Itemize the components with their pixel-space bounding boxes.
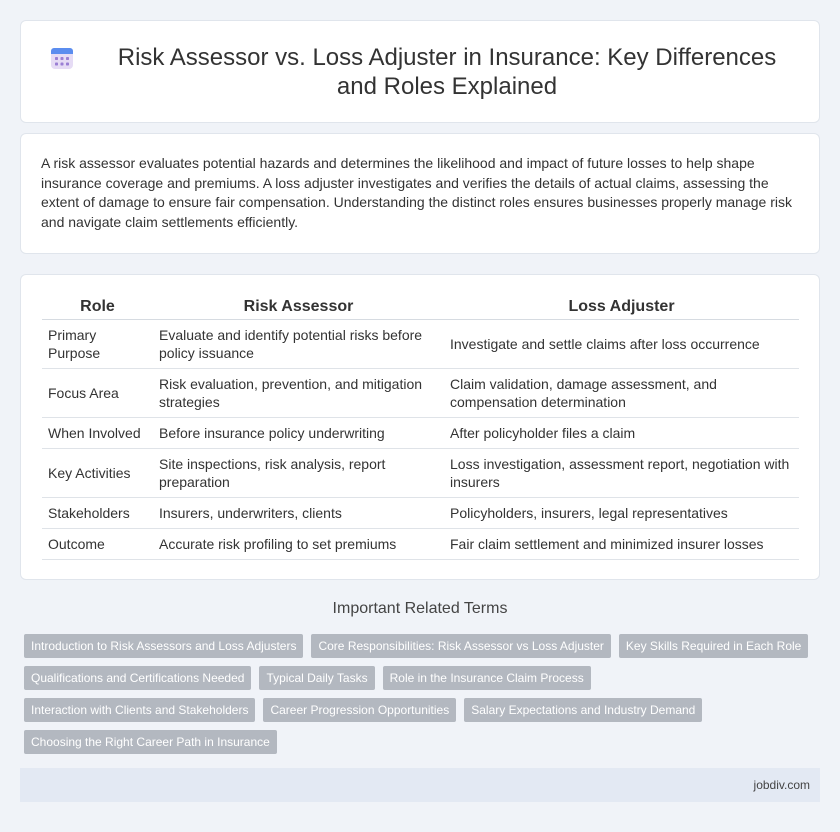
related-term-tag[interactable]: Career Progression Opportunities xyxy=(263,698,456,722)
cell-risk-assessor: Evaluate and identify potential risks before policy issuance xyxy=(153,319,444,368)
cell-role: Focus Area xyxy=(42,368,153,417)
cell-role: Stakeholders xyxy=(42,497,153,528)
comparison-table xyxy=(42,295,799,560)
cell-loss-adjuster: Fair claim settlement and minimized insurer losses xyxy=(444,528,799,559)
comparison-card xyxy=(20,274,820,580)
cell-risk-assessor: Risk evaluation, prevention, and mitigation strategies xyxy=(153,368,444,417)
table-row xyxy=(42,417,799,448)
table-row xyxy=(42,528,799,559)
related-term-tag[interactable]: Key Skills Required in Each Role xyxy=(619,634,808,658)
table-row xyxy=(42,319,799,368)
related-term-tag[interactable]: Salary Expectations and Industry Demand xyxy=(464,698,702,722)
related-term-tag[interactable]: Introduction to Risk Assessors and Loss Adjusters xyxy=(24,634,303,658)
related-term-tag[interactable]: Interaction with Clients and Stakeholders xyxy=(24,698,255,722)
table-row xyxy=(42,368,799,417)
intro-card xyxy=(20,133,820,254)
related-term-tag[interactable]: Role in the Insurance Claim Process xyxy=(383,666,591,690)
footer-site-link[interactable]: jobdiv.com xyxy=(753,778,810,792)
cell-role: Primary Purpose xyxy=(42,319,153,368)
title-wrap xyxy=(49,43,799,101)
cell-risk-assessor: Before insurance policy underwriting xyxy=(153,417,444,448)
table-row xyxy=(42,497,799,528)
cell-loss-adjuster: Investigate and settle claims after loss occurrence xyxy=(444,319,799,368)
header-loss-adjuster: Loss Adjuster xyxy=(444,295,799,319)
title-card xyxy=(20,20,820,123)
related-term-tag[interactable]: Core Responsibilities: Risk Assessor vs Loss Adjuster xyxy=(311,634,610,658)
cell-loss-adjuster: After policyholder files a claim xyxy=(444,417,799,448)
header-role: Role xyxy=(42,295,153,319)
cell-loss-adjuster: Claim validation, damage assessment, and compensation determination xyxy=(444,368,799,417)
cell-risk-assessor: Insurers, underwriters, clients xyxy=(153,497,444,528)
intro-paragraph: A risk assessor evaluates potential hazards and determines the likelihood and impact of future losses to help shape insurance coverage and premiums. A loss adjuster investigates and verifies the details of actual claims, assessing the extent of damage to ensure fair compensation. Understanding the distinct roles ensures businesses properly manage risk and navigate claim settlements efficiently. xyxy=(41,155,792,230)
footer-bar xyxy=(20,768,820,802)
cell-role: Key Activities xyxy=(42,448,153,497)
related-terms-list xyxy=(24,634,814,754)
cell-role: When Involved xyxy=(42,417,153,448)
cell-loss-adjuster: Policyholders, insurers, legal representatives xyxy=(444,497,799,528)
related-term-tag[interactable]: Choosing the Right Career Path in Insurance xyxy=(24,730,277,754)
cell-risk-assessor: Site inspections, risk analysis, report preparation xyxy=(153,448,444,497)
cell-loss-adjuster: Loss investigation, assessment report, negotiation with insurers xyxy=(444,448,799,497)
cell-role: Outcome xyxy=(42,528,153,559)
cell-risk-assessor: Accurate risk profiling to set premiums xyxy=(153,528,444,559)
header-risk-assessor: Risk Assessor xyxy=(153,295,444,319)
related-term-tag[interactable]: Typical Daily Tasks xyxy=(259,666,374,690)
related-terms-heading: Important Related Terms xyxy=(332,600,508,617)
calendar-icon xyxy=(49,45,75,71)
table-header-row xyxy=(42,295,799,319)
table-row xyxy=(42,448,799,497)
page-title: Risk Assessor vs. Loss Adjuster in Insurance: Key Differences and Roles Explained xyxy=(117,44,777,100)
related-term-tag[interactable]: Qualifications and Certifications Needed xyxy=(24,666,251,690)
